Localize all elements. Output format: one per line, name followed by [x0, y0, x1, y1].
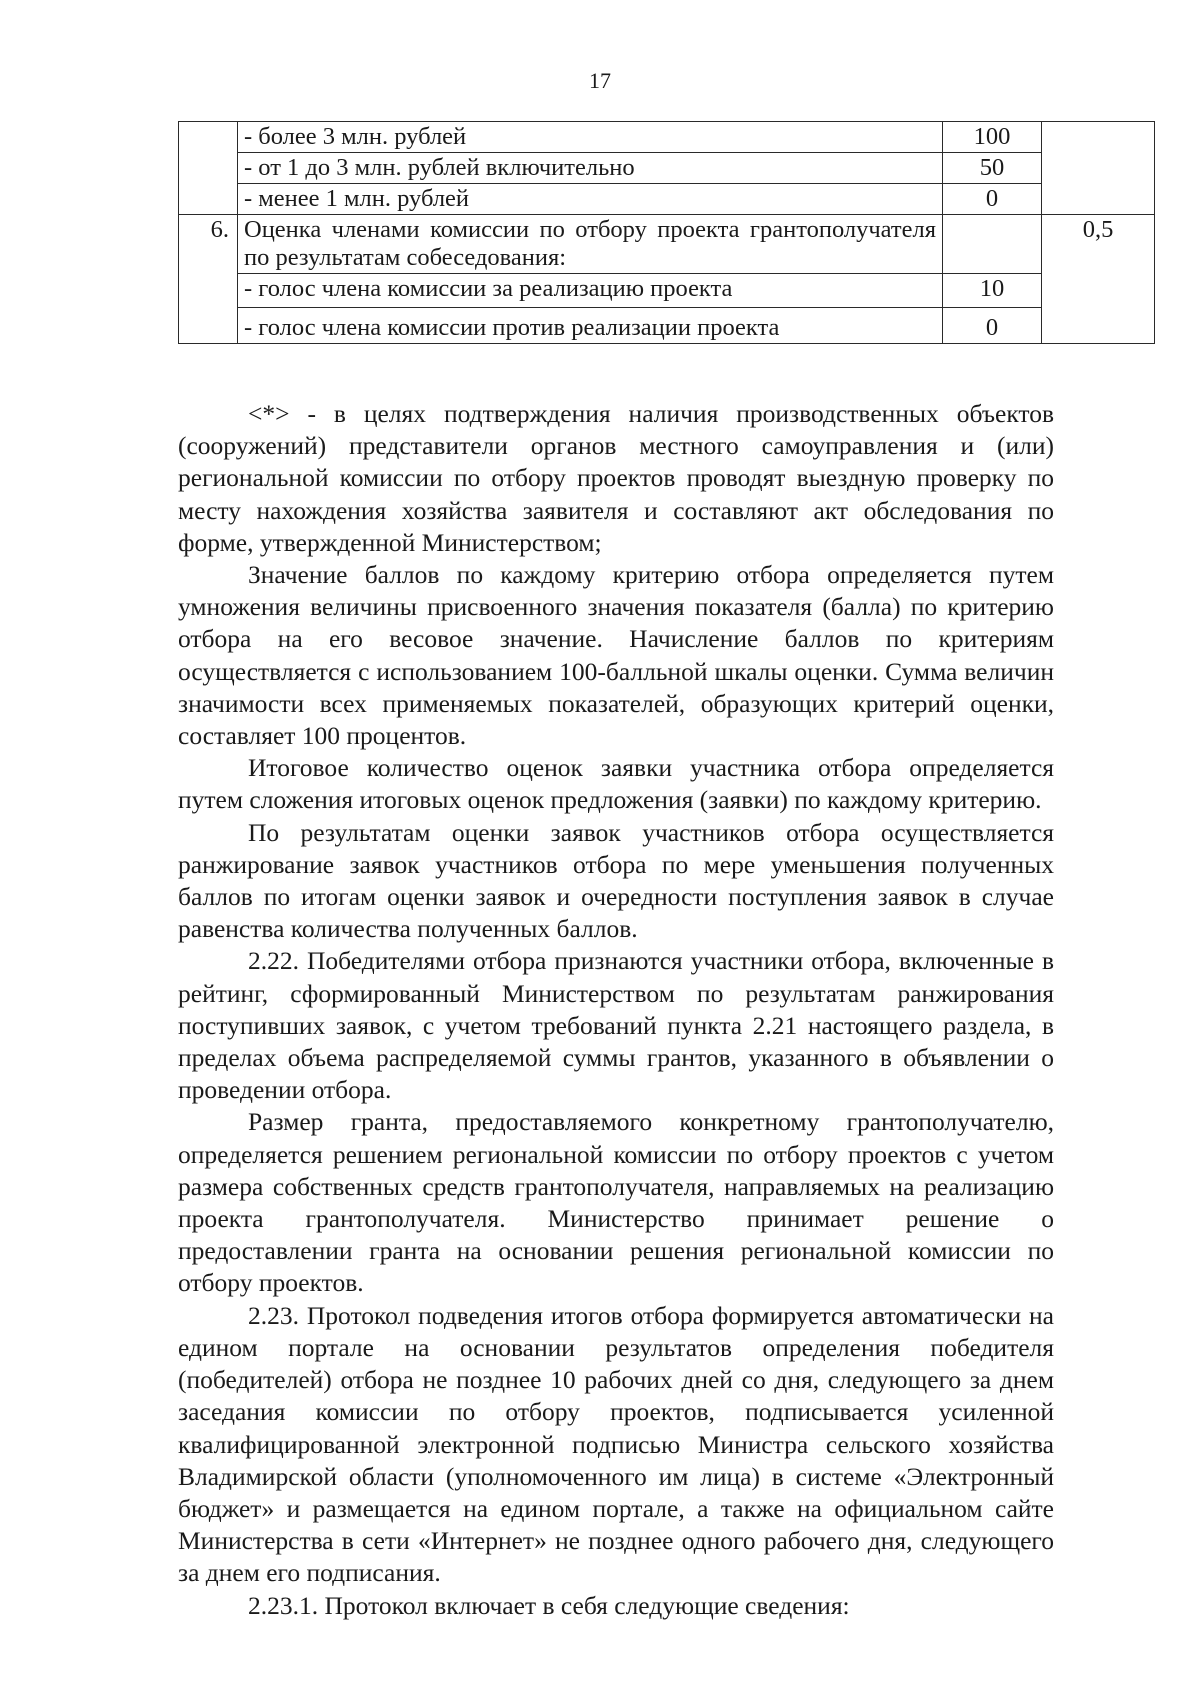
table-cell-desc: - голос члена комиссии против реализации проекта: [238, 308, 943, 344]
table-cell-desc: - голос члена комиссии за реализацию проекта: [238, 274, 943, 308]
paragraph: 2.23. Протокол подведения итогов отбора формируется автоматически на едином портале на основании результатов определения победителя (победителей) отбора не позднее 10 рабочих дней со дня, следующего за днем заседания комиссии по отбору проектов, подписывается усиленной квалифицированной электронной подписью Министра сельского хозяйства Владимирской области (уполномоченного им лица) в системе «Электронный бюджет» и размещается на едином портале, а также на официальном сайте Министерства в сети «Интернет» не позднее одного рабочего дня, следующего за днем его подписания.: [178, 1300, 1054, 1588]
paragraph: Значение баллов по каждому критерию отбора определяется путем умножения величины присвоенного значения показателя (балла) по критерию отбора на его весовое значение. Начисление баллов по критериям осуществляется с использованием 100-балльной шкалы оценки. Сумма величин значимости всех применяемых показателей, образующих критерий оценки, составляет 100 процентов.: [178, 560, 1054, 751]
paragraph: 2.22. Победителями отбора признаются участники отбора, включенные в рейтинг, сформированный Министерством по результатам ранжирования поступивших заявок, с учетом требований пункта 2.21 настоящего раздела, в пределах объема распределяемой суммы грантов, указанного в объявлении о проведении отбора.: [178, 946, 1054, 1105]
table-cell-desc: - от 1 до 3 млн. рублей включительно: [238, 153, 943, 184]
body-text: [178, 398, 1054, 1622]
table-cell-num: [179, 122, 238, 215]
table-row: [179, 153, 1155, 184]
table-cell-score: 0: [943, 184, 1042, 215]
footnote-paragraph: <*> - в целях подтверждения наличия производственных объектов (сооружений) представители органов местного самоуправления и (или) региональной комиссии по отбору проектов проводят выездную проверку по месту нахождения хозяйства заявителя и составляют акт обследования по форме, утвержденной Министерством;: [178, 399, 1054, 557]
page-number: 17: [589, 68, 611, 93]
table-cell-desc: - менее 1 млн. рублей: [238, 184, 943, 215]
table-cell-score: 50: [943, 153, 1042, 184]
table-cell-desc: - более 3 млн. рублей: [238, 122, 943, 153]
table-cell-score: 100: [943, 122, 1042, 153]
table-cell-score: [943, 215, 1042, 274]
table-cell-num: 6.: [179, 215, 238, 344]
table-cell-weight: [1042, 122, 1155, 215]
table-cell-weight: 0,5: [1042, 215, 1155, 344]
table-row: [179, 184, 1155, 215]
table-cell-desc: Оценка членами комиссии по отбору проекта грантополучателя по результатам собеседования:: [238, 215, 943, 274]
table-row: [179, 215, 1155, 274]
table-row: [179, 308, 1155, 344]
table-cell-score: 10: [943, 274, 1042, 308]
table-row: [179, 274, 1155, 308]
paragraph: 2.23.1. Протокол включает в себя следующие сведения:: [248, 1590, 850, 1620]
criteria-table: [178, 121, 1155, 344]
paragraph: Размер гранта, предоставляемого конкретному грантополучателю, определяется решением региональной комиссии по отбору проектов с учетом размера собственных средств грантополучателя, направляемых на реализацию проекта грантополучателя. Министерство принимает решение о предоставлении гранта на основании решения региональной комиссии по отбору проектов.: [178, 1107, 1054, 1298]
table-row: [179, 122, 1155, 153]
table-cell-score: 0: [943, 308, 1042, 344]
paragraph: По результатам оценки заявок участников отбора осуществляется ранжирование заявок участников отбора по мере уменьшения полученных баллов по итогам оценки заявок и очередности поступления заявок в случае равенства количества полученных баллов.: [178, 817, 1054, 944]
paragraph: Итоговое количество оценок заявки участника отбора определяется путем сложения итоговых оценок предложения (заявки) по каждому критерию.: [178, 753, 1054, 815]
